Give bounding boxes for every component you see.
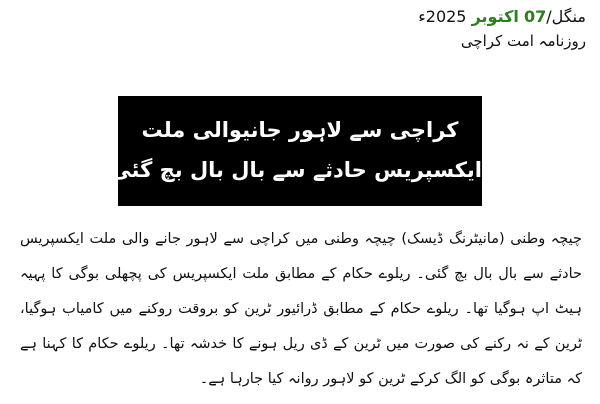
newspaper-source: روزنامہ امت کراچی [460, 32, 586, 50]
date-month: اکتوبر [471, 7, 519, 26]
date-separator: / [546, 7, 552, 26]
date-number: 07 [523, 7, 547, 26]
date-line [286, 6, 586, 28]
date-day: منگل [551, 7, 586, 26]
headline-box [110, 96, 482, 206]
article-body [20, 222, 582, 397]
headline-line-2: ایکسپریس حادثے سے بال بال بچ گئی [110, 158, 482, 182]
newspaper-header [286, 6, 586, 52]
headline-line-1: کراچی سے لاہور جانیوالی ملت [141, 118, 459, 142]
article-paragraph: چیچہ وطنی (مانیٹرنگ ڈیسک) چیچہ وطنی میں کراچی سے لاہور جانے والی ملت ایکسپریس حادثے سے بال بال بچ گئی۔ ریلوے حکام کے مطابق ملت ایکسپریس کی پچھلی بوگی کا پہیہ ہیٹ اپ ہوگیا تھا۔ ریلوے حکام کے مطابق ڈرائیور ٹرین کو بروقت روکنے میں کامیاب ہوگیا، ٹرین کے نہ رکنے کی صورت میں ٹرین کے ڈی ریل ہونے کا خدشہ تھا۔ ریلوے حکام کا کہنا ہے کہ متاثرہ بوگی کو الگ کرکے ٹرین کو لاہور روانہ کیا جارہا ہے۔ [20, 231, 582, 387]
date-year: 2025ء [418, 7, 467, 26]
